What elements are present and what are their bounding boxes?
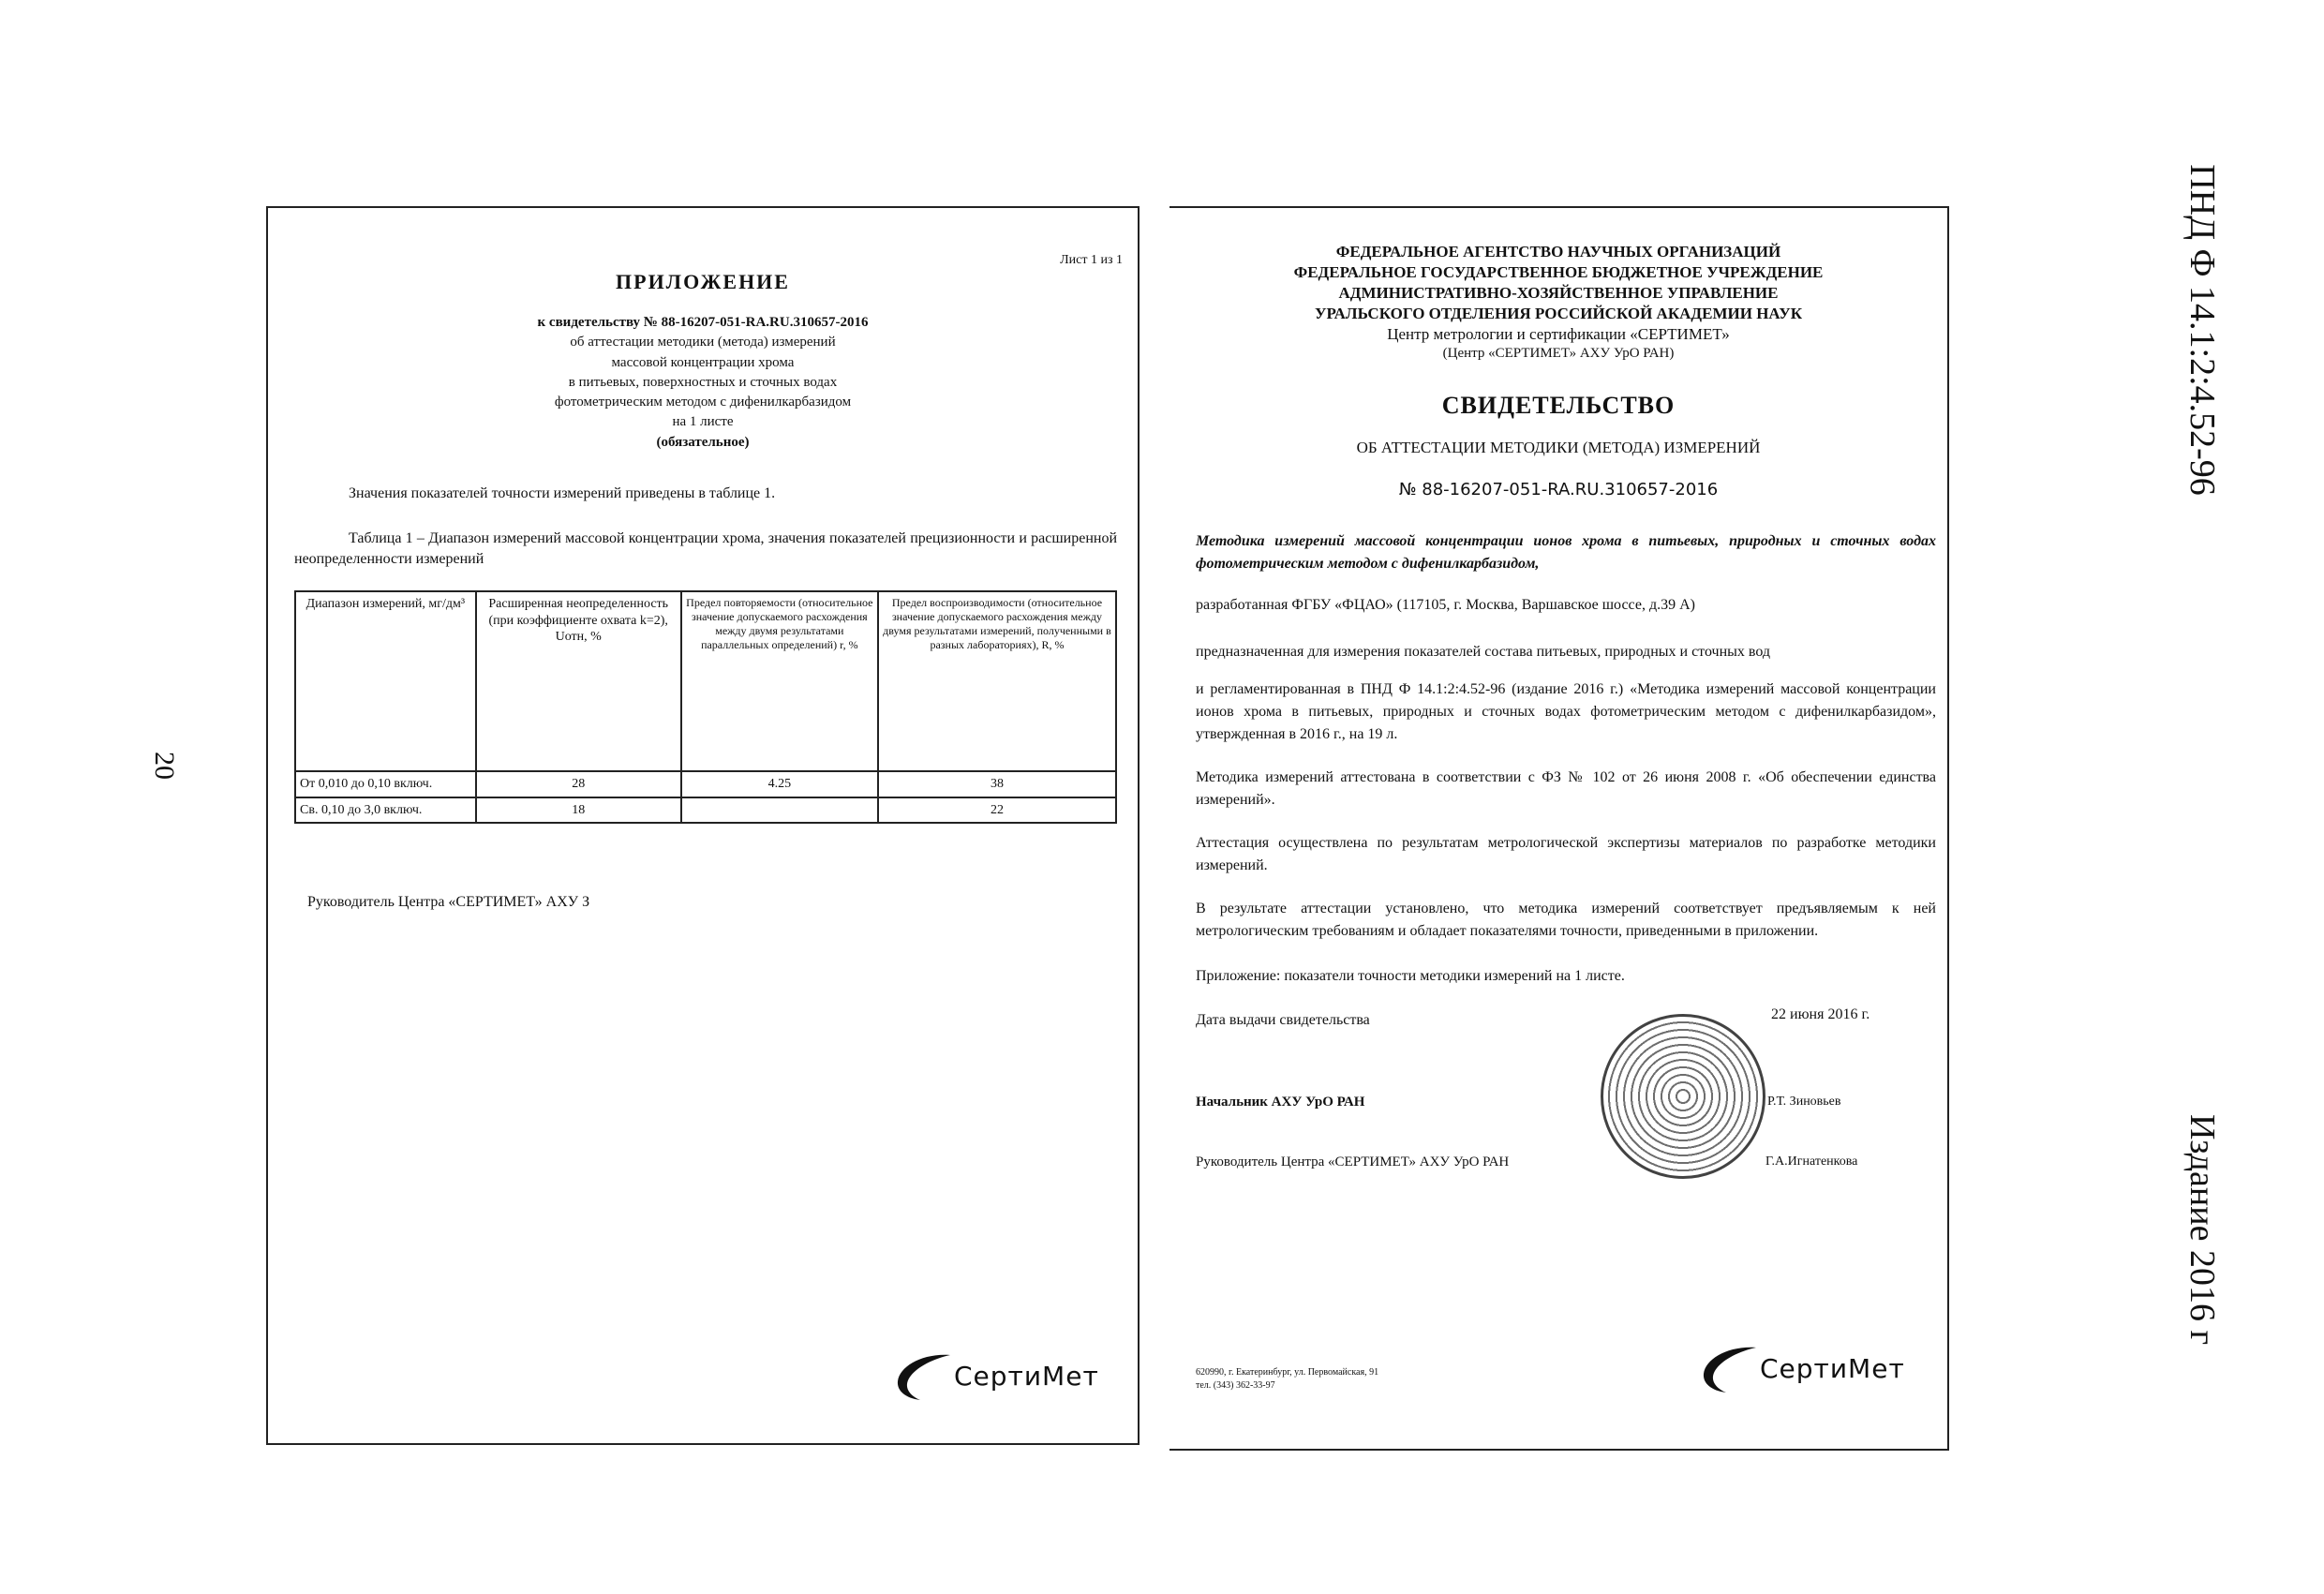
sertimet-swoosh-icon [894, 1349, 954, 1402]
sheet-label: Лист 1 из 1 [1060, 253, 1123, 267]
header-line: (Центр «СЕРТИМЕТ» АХУ УрО РАН) [1442, 346, 1675, 362]
certificate-header [1169, 242, 1947, 364]
table-caption: Таблица 1 – Диапазон измерений массовой концентрации хрома, значения показателей прецизионности и расширенной неопределенности измерений [294, 530, 1117, 568]
header-line: ФЕДЕРАЛЬНОЕ ГОСУДАРСТВЕННОЕ БЮДЖЕТНОЕ УЧРЕЖДЕНИЕ [1293, 263, 1824, 282]
page-number: 20 [149, 752, 180, 780]
table-header-cell: Диапазон измерений, мг/дм³ [295, 591, 476, 771]
sertimet-swoosh-icon [1700, 1342, 1760, 1394]
address-block [1196, 1366, 1378, 1393]
table-cell: 4.25 [681, 771, 878, 797]
attestation-basis: Методика измерений аттестована в соответствии с ФЗ № 102 от 26 июня 2008 г. «Об обеспечении единства измерений». [1196, 769, 1936, 808]
header-line: АДМИНИСТРАТИВНО-ХОЗЯЙСТВЕННОЕ УПРАВЛЕНИЕ [1338, 284, 1779, 303]
signer-2-name: Г.А.Игнатенкова [1765, 1155, 1858, 1169]
logo-text: СертиМет [954, 1360, 1099, 1392]
conclusion-text: В результате аттестации установлено, что методика измерений соответствует предъявляемым к ней метрологическим требованиям и обладает показателями точности, приведенными в приложении. [1196, 901, 1936, 939]
signer-1-name: Р.Т. Зиновьев [1767, 1095, 1841, 1109]
header-line: УРАЛЬСКОГО ОТДЕЛЕНИЯ РОССИЙСКОЙ АКАДЕМИИ НАУК [1314, 305, 1803, 323]
standard-code: ПНД Ф 14.1:2:4.52-96 [2182, 164, 2222, 496]
table-row [295, 797, 1116, 824]
subtitle-line: в питьевых, поверхностных и сточных водах [568, 374, 838, 390]
subtitle-line: фотометрическим методом с дифенилкарбазидом [554, 395, 852, 410]
table-cell: 22 [878, 797, 1116, 824]
certificate-number: № 88-16207-051-RA.RU.310657-2016 [1398, 480, 1719, 499]
issue-date: 22 июня 2016 г. [1771, 1006, 1870, 1022]
subtitle-line: на 1 листе [672, 414, 734, 430]
logo-text: СертиМет [1760, 1352, 1905, 1384]
table-header-cell: Предел повторяемости (относительное значение допускаемого расхождения между двумя результатами параллельных определений) r, % [681, 591, 878, 771]
appendix-subtitle [268, 313, 1138, 453]
address-line: тел. (343) 362-33-97 [1196, 1380, 1275, 1391]
table-cell [681, 797, 878, 824]
appendix-note: Приложение: показатели точности методики измерений на 1 листе. [1196, 968, 1625, 984]
certificate-sheet [1169, 206, 1949, 1451]
header-line: ФЕДЕРАЛЬНОЕ АГЕНТСТВО НАУЧНЫХ ОРГАНИЗАЦИЙ [1335, 243, 1781, 261]
issue-label: Дата выдачи свидетельства [1196, 1012, 1370, 1028]
table-cell: 38 [878, 771, 1116, 797]
purpose-text: предназначенная для измерения показателей состава питьевых, природных и сточных вод [1196, 644, 1771, 660]
table-row [295, 771, 1116, 797]
accuracy-table [294, 590, 1117, 824]
table-cell: 18 [476, 797, 681, 824]
certificate-subtitle: ОБ АТТЕСТАЦИИ МЕТОДИКИ (МЕТОДА) ИЗМЕРЕНИЙ [1356, 439, 1761, 456]
intro-text: Значения показателей точности измерений приведены в таблице 1. [349, 485, 776, 501]
subtitle-line: к свидетельству № 88-16207-051-RA.RU.310657-2016 [537, 315, 869, 330]
signer-1-role: Начальник АХУ УрО РАН [1196, 1095, 1365, 1110]
regulation-text: и регламентированная в ПНД Ф 14.1:2:4.52-96 (издание 2016 г.) «Методика измерений массовой концентрации ионов хрома в питьевых, природных и сточных водах фотометрическим методом с дифенилкарбазидом», утвержденная в 2016 г., на 19 л. [1196, 681, 1936, 742]
attestation-method: Аттестация осуществлена по результатам метрологической экспертизы материалов по разработке методики измерений. [1196, 835, 1936, 873]
appendix-title: ПРИЛОЖЕНИЕ [616, 270, 790, 293]
sertimet-logo [1700, 1342, 1905, 1394]
table-cell: 28 [476, 771, 681, 797]
appendix-signature: Руководитель Центра «СЕРТИМЕТ» АХУ З [307, 894, 590, 910]
table-header-cell: Расширенная неопределенность (при коэффициенте охвата k=2), Uотн, % [476, 591, 681, 771]
sertimet-logo [894, 1349, 1099, 1402]
address-line: 620990, г. Екатеринбург, ул. Первомайская, 91 [1196, 1367, 1379, 1378]
subtitle-line: об аттестации методики (метода) измерений [570, 335, 836, 350]
signer-2-role: Руководитель Центра «СЕРТИМЕТ» АХУ УрО РАН [1196, 1155, 1510, 1169]
developer-text: разработанная ФГБУ «ФЦАО» (117105, г. Москва, Варшавское шоссе, д.39 А) [1196, 597, 1695, 613]
table-cell: От 0,010 до 0,10 включ. [295, 771, 476, 797]
subtitle-line: массовой концентрации хрома [611, 354, 795, 370]
table-header-cell: Предел воспроизводимости (относительное значение допускаемого расхождения между двумя результатами измерений, полученными в разных лабораториях), R, % [878, 591, 1116, 771]
method-title: Методика измерений массовой концентрации ионов хрома в питьевых, природных и сточных водах фотометрическим методом с дифенилкарбазидом, [1196, 533, 1936, 572]
edition-label: Издание 2016 г [2182, 1113, 2222, 1346]
table-header-row [295, 591, 1116, 771]
appendix-sheet [266, 206, 1140, 1445]
header-line: Центр метрологии и сертификации «СЕРТИМЕТ» [1387, 325, 1730, 344]
official-seal [1601, 1014, 1765, 1179]
table-cell: Св. 0,10 до 3,0 включ. [295, 797, 476, 824]
certificate-title: СВИДЕТЕЛЬСТВО [1441, 392, 1676, 419]
subtitle-line: (обязательное) [656, 434, 750, 450]
